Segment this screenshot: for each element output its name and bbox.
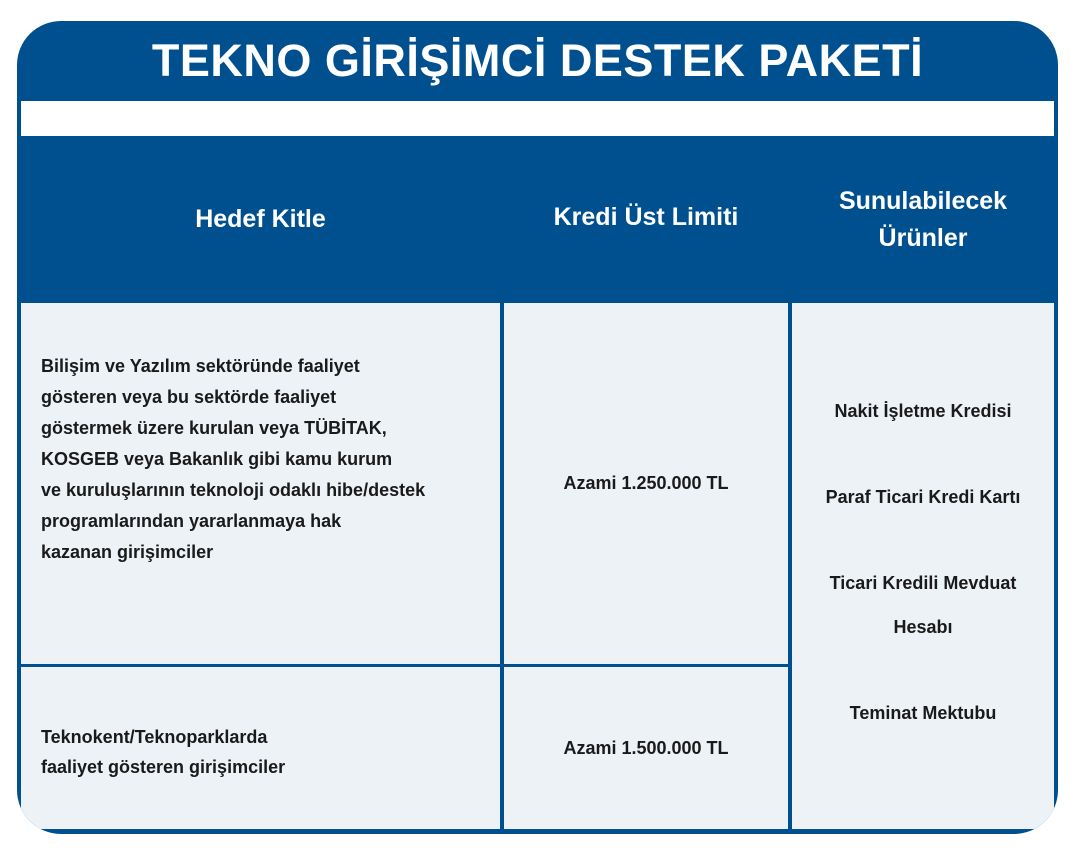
- header-credit-limit: Kredi Üst Limiti: [504, 139, 788, 300]
- row-1-target-audience: [21, 303, 500, 664]
- product-overdraft-line: Hesabı: [893, 617, 953, 637]
- row-1-target-line: kazanan girişimciler: [41, 542, 214, 562]
- header-products-line-2: Ürünler: [878, 223, 968, 252]
- header-products-line-1: Sunulabilecek: [838, 187, 1008, 216]
- row-1-target-line: Bilişim ve Yazılım sektöründe faaliyet: [41, 356, 360, 376]
- product-overdraft-line: Ticari Kredili Mevduat: [829, 573, 1017, 593]
- row-2-target-line: faaliyet gösteren girişimciler: [41, 757, 286, 777]
- header-products: [792, 139, 1054, 300]
- row-1-target-line: ve kuruluşlarının teknoloji odaklı hibe/destek: [41, 480, 426, 500]
- row-2-target-audience: [21, 667, 500, 829]
- support-package-card: [17, 21, 1058, 834]
- row-2-target-line: Teknokent/Teknoparklarda: [41, 727, 268, 747]
- row-1-target-line: göstermek üzere kurulan veya TÜBİTAK,: [41, 418, 387, 438]
- row-1-target-line: gösteren veya bu sektörde faaliyet: [41, 387, 337, 407]
- row-2-limit-value: Azami 1.500.000 TL: [563, 737, 729, 758]
- row-1-target-line: KOSGEB veya Bakanlık gibi kamu kurum: [41, 449, 393, 469]
- row-1-credit-limit: [504, 303, 788, 664]
- product-cash-loan: Nakit İşletme Kredisi: [834, 401, 1012, 421]
- row-1-target-line: programlarından yararlanmaya hak: [41, 511, 342, 531]
- row-2-credit-limit: [504, 667, 788, 829]
- product-overdraft-account: [792, 561, 1054, 649]
- products-cell: [792, 303, 1054, 829]
- header-target-audience: Hedef Kitle: [21, 139, 500, 300]
- page-title: TEKNO GİRİŞİMCİ DESTEK PAKETİ: [151, 35, 924, 86]
- product-credit-card: Paraf Ticari Kredi Kartı: [825, 487, 1021, 507]
- title-divider-strip: [21, 101, 1054, 136]
- row-1-limit-value: Azami 1.250.000 TL: [563, 473, 729, 493]
- product-letter-of-guarantee: Teminat Mektubu: [849, 703, 997, 723]
